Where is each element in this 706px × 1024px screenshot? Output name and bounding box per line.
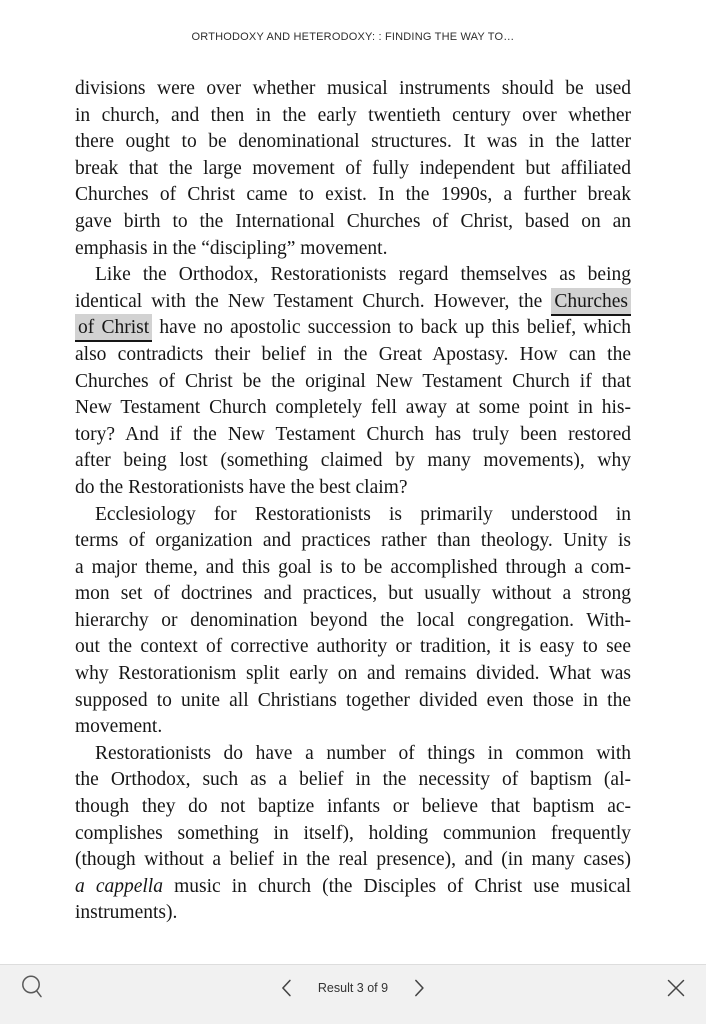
text-line — [75, 794, 631, 821]
text-line — [75, 448, 631, 475]
search-results-bar — [0, 964, 706, 1024]
text-span: though they do not baptize infants or believe that baptism ac- — [75, 796, 631, 818]
text-line — [75, 289, 631, 316]
text-span: have no apostolic succession to back up this belief, which — [152, 317, 631, 339]
text-span: supposed to unite all Christians together divided even those in the — [75, 689, 631, 711]
text-span: (though without a belief in the real presence), and (in many cases) — [75, 849, 631, 871]
paragraph — [75, 502, 631, 741]
text-line — [75, 236, 631, 263]
text-span: in church, and then in the early twentieth century over whether — [75, 104, 631, 126]
text-line — [75, 661, 631, 688]
text-line — [75, 475, 631, 502]
text-span: gave birth to the International Churches of Christ, based on an — [75, 210, 631, 232]
text-span: Churches of Christ be the original New Testament Church if that — [75, 370, 631, 392]
search-highlight: of Christ — [75, 314, 152, 342]
paragraph — [75, 741, 631, 927]
text-line — [75, 209, 631, 236]
search-button[interactable] — [20, 974, 46, 1002]
text-span: mon set of doctrines and practices, but usually without a strong — [75, 583, 631, 605]
text-line — [75, 422, 631, 449]
text-line — [75, 900, 631, 927]
text-line — [75, 76, 631, 103]
text-line — [75, 714, 631, 741]
text-line — [75, 103, 631, 130]
text-span: New Testament Church completely fell away at some point in his- — [75, 397, 631, 419]
close-search-button[interactable] — [666, 974, 686, 1002]
text-span: there ought to be denominational structures. It was in the latter — [75, 131, 631, 153]
text-span: also contradicts their belief in the Great Apostasy. How can the — [75, 343, 631, 365]
text-line — [75, 342, 631, 369]
text-span: music in church (the Disciples of Christ use musical — [162, 875, 631, 897]
text-span: instruments). — [75, 902, 178, 924]
search-highlight: Churches — [551, 288, 631, 316]
text-line — [75, 262, 631, 289]
text-span: identical with the New Testament Church. However, the — [75, 290, 552, 312]
text-line — [75, 741, 631, 768]
text-line — [75, 608, 631, 635]
page-text — [75, 76, 631, 927]
search-icon — [20, 974, 46, 1002]
text-span: complishes something in itself), holding communion frequently — [75, 822, 631, 844]
text-line — [75, 502, 631, 529]
text-span: why Restorationism split early on and remains divided. What was — [75, 663, 631, 685]
text-line — [75, 156, 631, 183]
text-span: divisions were over whether musical instruments should be used — [75, 78, 631, 99]
text-span: movement. — [75, 716, 163, 738]
paragraph — [75, 262, 631, 501]
italic-text: a cappella — [75, 875, 163, 897]
text-line — [75, 581, 631, 608]
text-span: tory? And if the New Testament Church has truly been restored — [75, 423, 631, 445]
text-line — [75, 874, 631, 901]
text-line — [75, 821, 631, 848]
previous-result-button[interactable] — [281, 974, 292, 1002]
text-line — [75, 315, 631, 342]
chevron-right-icon — [414, 979, 425, 997]
text-line — [75, 369, 631, 396]
text-span: break that the large movement of fully independent but affiliated — [75, 157, 631, 179]
text-line — [75, 528, 631, 555]
next-result-button[interactable] — [414, 974, 425, 1002]
text-line — [75, 555, 631, 582]
result-count-label: Result 3 of 9 — [317, 981, 389, 995]
text-line — [75, 182, 631, 209]
text-span: after being lost (something claimed by many movements), why — [75, 450, 631, 472]
book-title-header: ORTHODOXY AND HETERODOXY: : FINDING THE WAY TO… — [191, 31, 515, 43]
text-span: the Orthodox, such as a belief in the necessity of baptism (al- — [75, 769, 631, 791]
text-span: out the context of corrective authority or tradition, it is easy to see — [75, 636, 631, 658]
text-span: do the Restorationists have the best claim? — [75, 476, 408, 498]
chevron-left-icon — [281, 979, 292, 997]
text-line — [75, 847, 631, 874]
text-span: Like the Orthodox, Restorationists regard themselves as being — [95, 264, 631, 286]
text-span: Restorationists do have a number of things in common with — [95, 742, 631, 764]
text-span: Ecclesiology for Restorationists is primarily understood in — [95, 503, 631, 525]
text-line — [75, 688, 631, 715]
text-span: hierarchy or denomination beyond the local congregation. With- — [75, 609, 631, 631]
text-line — [75, 767, 631, 794]
close-icon — [666, 978, 686, 998]
paragraph — [75, 76, 631, 262]
text-span: Churches of Christ came to exist. In the 1990s, a further break — [75, 184, 631, 206]
text-line — [75, 634, 631, 661]
text-span: terms of organization and practices rather than theology. Unity is — [75, 530, 631, 552]
text-span: a major theme, and this goal is to be accomplished through a com- — [75, 556, 631, 578]
text-span: emphasis in the “discipling” movement. — [75, 237, 388, 259]
text-line — [75, 395, 631, 422]
result-navigation — [281, 974, 425, 1002]
text-line — [75, 129, 631, 156]
